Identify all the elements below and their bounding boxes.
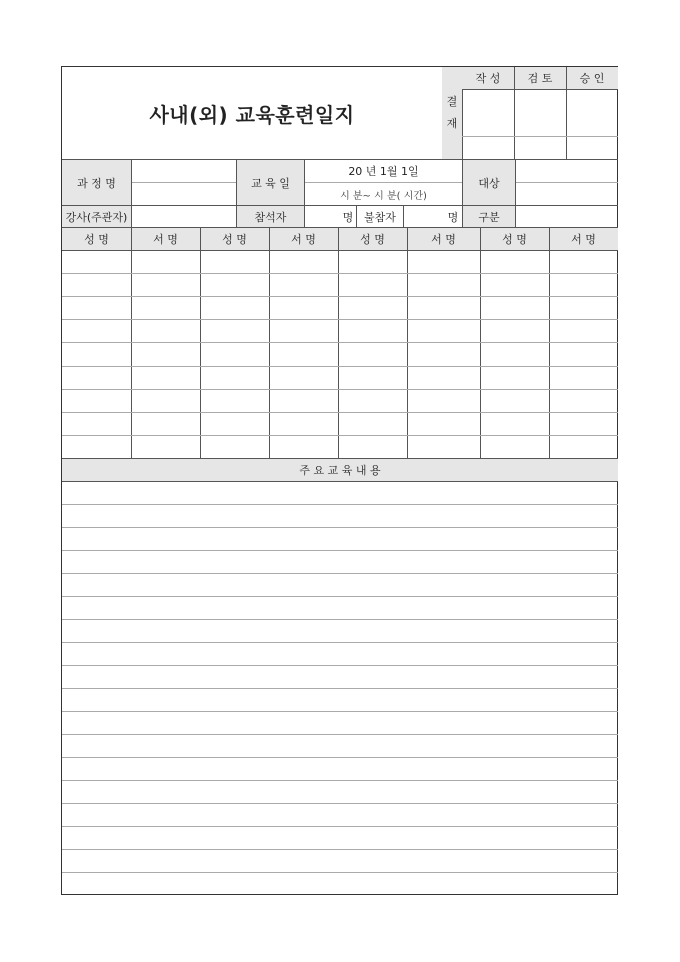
name-cell[interactable] bbox=[481, 390, 549, 412]
name-cell[interactable] bbox=[63, 251, 131, 273]
date-label: 교 육 일 bbox=[251, 176, 290, 190]
signature-cell[interactable] bbox=[550, 413, 618, 435]
signature-cell[interactable] bbox=[270, 320, 338, 342]
content-line[interactable] bbox=[62, 873, 618, 895]
attendee-label: 참석자 bbox=[254, 210, 287, 224]
name-cell[interactable] bbox=[201, 367, 269, 389]
content-line[interactable] bbox=[62, 735, 618, 757]
approval-date-review[interactable] bbox=[514, 137, 566, 159]
content-line[interactable] bbox=[62, 597, 618, 619]
name-cell[interactable] bbox=[481, 251, 549, 273]
name-cell[interactable] bbox=[63, 274, 131, 296]
name-cell[interactable] bbox=[339, 367, 407, 389]
name-cell[interactable] bbox=[201, 251, 269, 273]
name-cell[interactable] bbox=[481, 297, 549, 319]
name-cell[interactable] bbox=[339, 413, 407, 435]
signature-cell[interactable] bbox=[408, 297, 480, 319]
header-signature: 서 명 bbox=[571, 233, 596, 246]
time-range-value[interactable]: 시 분~ 시 분( 시간) bbox=[340, 190, 427, 202]
name-cell[interactable] bbox=[481, 274, 549, 296]
signature-cell[interactable] bbox=[408, 413, 480, 435]
name-cell[interactable] bbox=[339, 390, 407, 412]
absentee-count-field[interactable] bbox=[404, 206, 444, 227]
content-section-header: 주 요 교 육 내 용 bbox=[299, 464, 381, 477]
content-line[interactable] bbox=[62, 781, 618, 803]
signature-cell[interactable] bbox=[132, 251, 200, 273]
header-name: 성 명 bbox=[222, 233, 247, 246]
content-line[interactable] bbox=[62, 551, 618, 573]
signature-cell[interactable] bbox=[408, 367, 480, 389]
name-cell[interactable] bbox=[201, 436, 269, 458]
course-name-field-2[interactable] bbox=[132, 183, 236, 205]
name-cell[interactable] bbox=[201, 320, 269, 342]
signature-cell[interactable] bbox=[270, 436, 338, 458]
target-field-1[interactable] bbox=[516, 160, 618, 182]
name-cell[interactable] bbox=[201, 274, 269, 296]
signature-cell[interactable] bbox=[408, 320, 480, 342]
target-label: 대상 bbox=[478, 176, 500, 190]
signature-cell[interactable] bbox=[550, 320, 618, 342]
signature-cell[interactable] bbox=[408, 251, 480, 273]
signature-cell[interactable] bbox=[270, 297, 338, 319]
name-cell[interactable] bbox=[63, 320, 131, 342]
approval-header-review: 검 토 bbox=[527, 72, 553, 85]
name-cell[interactable] bbox=[339, 320, 407, 342]
approval-label bbox=[442, 67, 462, 159]
signature-cell[interactable] bbox=[550, 367, 618, 389]
approval-label-line2: 재 bbox=[446, 117, 458, 130]
content-line[interactable] bbox=[62, 574, 618, 596]
header-name: 성 명 bbox=[84, 233, 109, 246]
attendee-unit: 명 bbox=[342, 210, 354, 224]
category-label: 구분 bbox=[478, 210, 500, 224]
content-line[interactable] bbox=[62, 620, 618, 642]
signature-cell[interactable] bbox=[132, 320, 200, 342]
training-log-form bbox=[61, 66, 618, 895]
name-cell[interactable] bbox=[63, 343, 131, 365]
signature-cell[interactable] bbox=[550, 343, 618, 365]
name-cell[interactable] bbox=[63, 390, 131, 412]
signature-cell[interactable] bbox=[132, 274, 200, 296]
name-cell[interactable] bbox=[201, 390, 269, 412]
signature-cell[interactable] bbox=[132, 367, 200, 389]
signature-cell[interactable] bbox=[270, 367, 338, 389]
name-cell[interactable] bbox=[63, 436, 131, 458]
signature-cell[interactable] bbox=[270, 343, 338, 365]
signature-cell[interactable] bbox=[550, 390, 618, 412]
approval-date-approve[interactable] bbox=[566, 137, 618, 159]
content-line[interactable] bbox=[62, 827, 618, 849]
signature-cell[interactable] bbox=[270, 251, 338, 273]
name-cell[interactable] bbox=[481, 320, 549, 342]
signature-cell[interactable] bbox=[408, 343, 480, 365]
signature-cell[interactable] bbox=[132, 297, 200, 319]
name-cell[interactable] bbox=[339, 343, 407, 365]
target-field-2[interactable] bbox=[516, 183, 618, 205]
signature-cell[interactable] bbox=[132, 436, 200, 458]
signature-cell[interactable] bbox=[270, 390, 338, 412]
content-line[interactable] bbox=[62, 804, 618, 826]
content-line[interactable] bbox=[62, 758, 618, 780]
name-cell[interactable] bbox=[339, 297, 407, 319]
signature-cell[interactable] bbox=[408, 436, 480, 458]
signature-cell[interactable] bbox=[270, 413, 338, 435]
name-cell[interactable] bbox=[63, 413, 131, 435]
content-line[interactable] bbox=[62, 850, 618, 872]
course-label: 과 정 명 bbox=[77, 176, 116, 190]
signature-cell[interactable] bbox=[408, 274, 480, 296]
header-signature: 서 명 bbox=[431, 233, 456, 246]
name-cell[interactable] bbox=[339, 274, 407, 296]
name-cell[interactable] bbox=[63, 367, 131, 389]
signature-cell[interactable] bbox=[550, 274, 618, 296]
approval-stamp-write[interactable] bbox=[462, 90, 514, 136]
signature-cell[interactable] bbox=[550, 436, 618, 458]
content-line[interactable] bbox=[62, 482, 618, 504]
signature-cell[interactable] bbox=[132, 390, 200, 412]
content-line[interactable] bbox=[62, 643, 618, 665]
header-signature: 서 명 bbox=[291, 233, 316, 246]
name-cell[interactable] bbox=[201, 343, 269, 365]
approval-stamp-approve[interactable] bbox=[566, 90, 618, 136]
header-signature: 서 명 bbox=[153, 233, 178, 246]
category-field[interactable] bbox=[516, 206, 618, 227]
name-cell[interactable] bbox=[339, 436, 407, 458]
approval-label-line1: 결 bbox=[446, 95, 458, 108]
signature-cell[interactable] bbox=[270, 274, 338, 296]
content-line[interactable] bbox=[62, 505, 618, 527]
name-cell[interactable] bbox=[201, 297, 269, 319]
name-cell[interactable] bbox=[201, 413, 269, 435]
name-cell[interactable] bbox=[481, 367, 549, 389]
approval-header-approve: 승 인 bbox=[579, 72, 605, 85]
signature-cell[interactable] bbox=[408, 390, 480, 412]
name-cell[interactable] bbox=[481, 436, 549, 458]
name-cell[interactable] bbox=[339, 251, 407, 273]
content-line[interactable] bbox=[62, 528, 618, 550]
content-line[interactable] bbox=[62, 712, 618, 734]
content-line[interactable] bbox=[62, 689, 618, 711]
instructor-field[interactable] bbox=[132, 206, 236, 227]
signature-cell[interactable] bbox=[550, 297, 618, 319]
content-line[interactable] bbox=[62, 666, 618, 688]
header-name: 성 명 bbox=[502, 233, 527, 246]
name-cell[interactable] bbox=[63, 297, 131, 319]
header-name: 성 명 bbox=[360, 233, 385, 246]
approval-stamp-review[interactable] bbox=[514, 90, 566, 136]
signature-cell[interactable] bbox=[132, 343, 200, 365]
course-name-field-1[interactable] bbox=[132, 160, 236, 182]
date-value[interactable]: 20 년 1월 1일 bbox=[348, 165, 419, 178]
name-cell[interactable] bbox=[481, 413, 549, 435]
page-title: 사내(외) 교육훈련일지 bbox=[149, 102, 355, 127]
approval-header-write: 작 성 bbox=[475, 72, 501, 85]
instructor-label: 강사(주관자) bbox=[65, 210, 128, 224]
name-cell[interactable] bbox=[481, 343, 549, 365]
approval-date-write[interactable] bbox=[462, 137, 514, 159]
absentee-unit: 명 bbox=[447, 210, 459, 224]
signature-cell[interactable] bbox=[550, 251, 618, 273]
signature-cell[interactable] bbox=[132, 413, 200, 435]
absentee-label: 불참자 bbox=[364, 210, 396, 224]
